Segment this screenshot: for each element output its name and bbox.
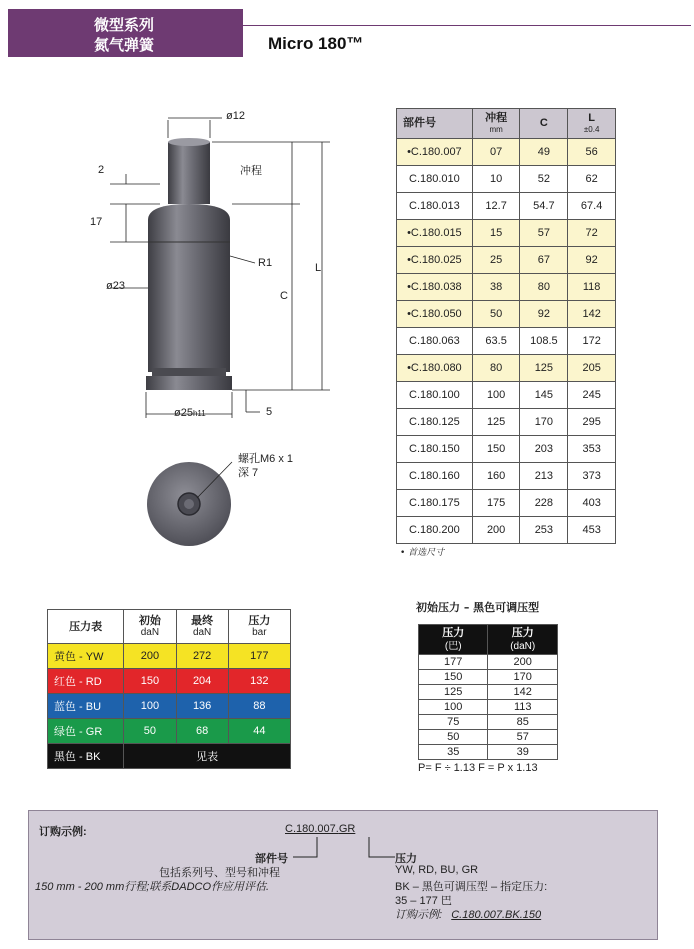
cell-c: 57 (520, 220, 568, 247)
cell-p: 125 (419, 685, 488, 700)
table-row (419, 730, 558, 745)
dimension-table (396, 108, 616, 544)
table-row (397, 463, 616, 490)
cell-part: C.180.150 (397, 436, 473, 463)
cell-f: 142 (488, 685, 558, 700)
dim-c-label: C (280, 290, 288, 302)
rod-top (168, 138, 210, 146)
cell-stroke: 12.7 (472, 193, 520, 220)
order-example-bk: 订购示例: C.180.007.BK.150 (395, 909, 542, 921)
cell-part: C.180.013 (397, 193, 473, 220)
cell-stroke: 175 (472, 490, 520, 517)
thread-label-2: 深 7 (238, 467, 259, 479)
cell-c: 49 (520, 139, 568, 166)
gas-spring-drawing (60, 100, 360, 560)
table-row (397, 355, 616, 382)
cell-part: •C.180.080 (397, 355, 473, 382)
cell-p: 150 (419, 670, 488, 685)
dia-base-label: ø25h11 (174, 407, 206, 419)
dim-17-label: 17 (90, 216, 103, 228)
cell-part: C.180.010 (397, 166, 473, 193)
cell-l: 142 (568, 301, 616, 328)
table-row (419, 670, 558, 685)
cell-c: 108.5 (520, 328, 568, 355)
conversion-formula: P= F ÷ 1.13 F = P x 1.13 (418, 762, 538, 774)
cell-f: 113 (488, 700, 558, 715)
cell-c: 203 (520, 436, 568, 463)
col-stroke: 冲程 mm (472, 109, 520, 139)
cell-l: 353 (568, 436, 616, 463)
cell-part: •C.180.025 (397, 247, 473, 274)
cylinder-body (148, 204, 230, 372)
cell-part: •C.180.015 (397, 220, 473, 247)
part-number-desc: 包括系列号、型号和冲程 (159, 867, 280, 879)
table-row (419, 700, 558, 715)
table-row (397, 436, 616, 463)
force-table (47, 609, 291, 769)
pressure-codes: YW, RD, BU, GR (395, 864, 479, 876)
cell-stroke: 25 (472, 247, 520, 274)
cell-part: C.180.200 (397, 517, 473, 544)
cell-f: 170 (488, 670, 558, 685)
cell-part: C.180.160 (397, 463, 473, 490)
cell-c: 67 (520, 247, 568, 274)
cell-c: 228 (520, 490, 568, 517)
series-banner (8, 9, 243, 57)
table-row (397, 517, 616, 544)
cell-stroke: 160 (472, 463, 520, 490)
series-line1: 微型系列 (94, 16, 155, 34)
technical-drawing (60, 100, 360, 560)
table-row (397, 166, 616, 193)
col-gauge: 压力表 (48, 610, 124, 644)
col-dan: 压力 (daN) (488, 625, 558, 655)
cell-stroke: 15 (472, 220, 520, 247)
cell-part: C.180.100 (397, 382, 473, 409)
cell-f: 39 (488, 745, 558, 760)
cell-l: 245 (568, 382, 616, 409)
cell-l: 403 (568, 490, 616, 517)
table-row (419, 745, 558, 760)
cell-part: C.180.175 (397, 490, 473, 517)
table-row (419, 685, 558, 700)
cell-part: •C.180.038 (397, 274, 473, 301)
thread-label-1: 螺孔M6 x 1 (238, 453, 294, 465)
col-initial: 初始 daN (124, 610, 176, 644)
col-l: L ±0.4 (568, 109, 616, 139)
cell-l: 453 (568, 517, 616, 544)
dia-rod-label: ø12 (226, 110, 245, 122)
cell-stroke: 125 (472, 409, 520, 436)
order-example-box (28, 810, 658, 940)
cell-part: •C.180.007 (397, 139, 473, 166)
table-row (419, 655, 558, 670)
col-final: 最终 daN (176, 610, 228, 644)
force-row-yw: 黄色 - YW 200 272 177 (48, 644, 291, 669)
col-part: 部件号 (397, 109, 473, 139)
cell-c: 213 (520, 463, 568, 490)
header-rule (243, 25, 691, 26)
dim-l-label: L (315, 262, 322, 274)
adjustable-table (418, 624, 558, 760)
part-number-label: 部件号 (255, 853, 288, 865)
preferred-footnote: • 首选尺寸 (400, 548, 445, 558)
cell-c: 92 (520, 301, 568, 328)
series-line2: 氮气弹簧 (94, 36, 155, 54)
cell-l: 172 (568, 328, 616, 355)
cell-l: 62 (568, 166, 616, 193)
cell-l: 67.4 (568, 193, 616, 220)
table-row (397, 301, 616, 328)
table-row (397, 220, 616, 247)
table-row (397, 382, 616, 409)
cell-c: 253 (520, 517, 568, 544)
cell-l: 72 (568, 220, 616, 247)
cell-stroke: 150 (472, 436, 520, 463)
cell-c: 54.7 (520, 193, 568, 220)
cell-stroke: 100 (472, 382, 520, 409)
cell-part: C.180.063 (397, 328, 473, 355)
cell-stroke: 10 (472, 166, 520, 193)
cylinder-base (146, 376, 232, 390)
table-row (397, 247, 616, 274)
table-row (397, 193, 616, 220)
table-row (397, 139, 616, 166)
dia-body-label: ø23 (106, 280, 125, 292)
dim-5-label: 5 (266, 406, 273, 418)
table-row (397, 490, 616, 517)
cell-stroke: 80 (472, 355, 520, 382)
order-code: C.180.007.GR (285, 823, 356, 835)
cell-l: 92 (568, 247, 616, 274)
force-row-bk: 黑色 - BK 见表 (48, 744, 291, 769)
pressure-bk: BK – 黑色可调压型 – 指定压力: (395, 881, 548, 893)
table-row (397, 409, 616, 436)
stroke-label: 冲程 (240, 165, 262, 177)
cell-p: 75 (419, 715, 488, 730)
force-row-bu: 蓝色 - BU 100 136 88 (48, 694, 291, 719)
cell-p: 35 (419, 745, 488, 760)
cell-l: 56 (568, 139, 616, 166)
dim-2-label: 2 (98, 164, 105, 176)
pressure-range: 35 – 177 巴 (395, 895, 452, 907)
table-row (419, 715, 558, 730)
col-c: C (520, 109, 568, 139)
cell-stroke: 07 (472, 139, 520, 166)
piston-rod (168, 142, 210, 204)
cell-c: 125 (520, 355, 568, 382)
cell-l: 373 (568, 463, 616, 490)
cell-l: 295 (568, 409, 616, 436)
table-row (397, 274, 616, 301)
cell-c: 145 (520, 382, 568, 409)
cell-part: C.180.125 (397, 409, 473, 436)
force-row-gr: 绿色 - GR 50 68 44 (48, 719, 291, 744)
order-title: 订购示例: (39, 826, 87, 838)
cell-stroke: 50 (472, 301, 520, 328)
force-row-rd: 红色 - RD 150 204 132 (48, 669, 291, 694)
cell-l: 118 (568, 274, 616, 301)
cell-p: 50 (419, 730, 488, 745)
radius-label: R1 (258, 257, 273, 269)
part-number-note: 150 mm - 200 mm行程;联系DADCO作应用评估. (35, 881, 270, 893)
cell-stroke: 200 (472, 517, 520, 544)
product-title: Micro 180™ (268, 34, 364, 53)
cell-stroke: 63.5 (472, 328, 520, 355)
cell-f: 200 (488, 655, 558, 670)
cell-f: 85 (488, 715, 558, 730)
table-row (397, 328, 616, 355)
col-pressure: 压力 bar (228, 610, 290, 644)
cell-c: 80 (520, 274, 568, 301)
cell-p: 177 (419, 655, 488, 670)
pressure-label: 压力 (395, 853, 417, 865)
cell-stroke: 38 (472, 274, 520, 301)
cell-l: 205 (568, 355, 616, 382)
col-bar: 压力 (巴) (419, 625, 488, 655)
cell-p: 100 (419, 700, 488, 715)
cell-c: 170 (520, 409, 568, 436)
cell-c: 52 (520, 166, 568, 193)
cell-part: •C.180.050 (397, 301, 473, 328)
adjustable-title: 初始压力 – 黑色可调压型 (416, 601, 540, 614)
cell-f: 57 (488, 730, 558, 745)
